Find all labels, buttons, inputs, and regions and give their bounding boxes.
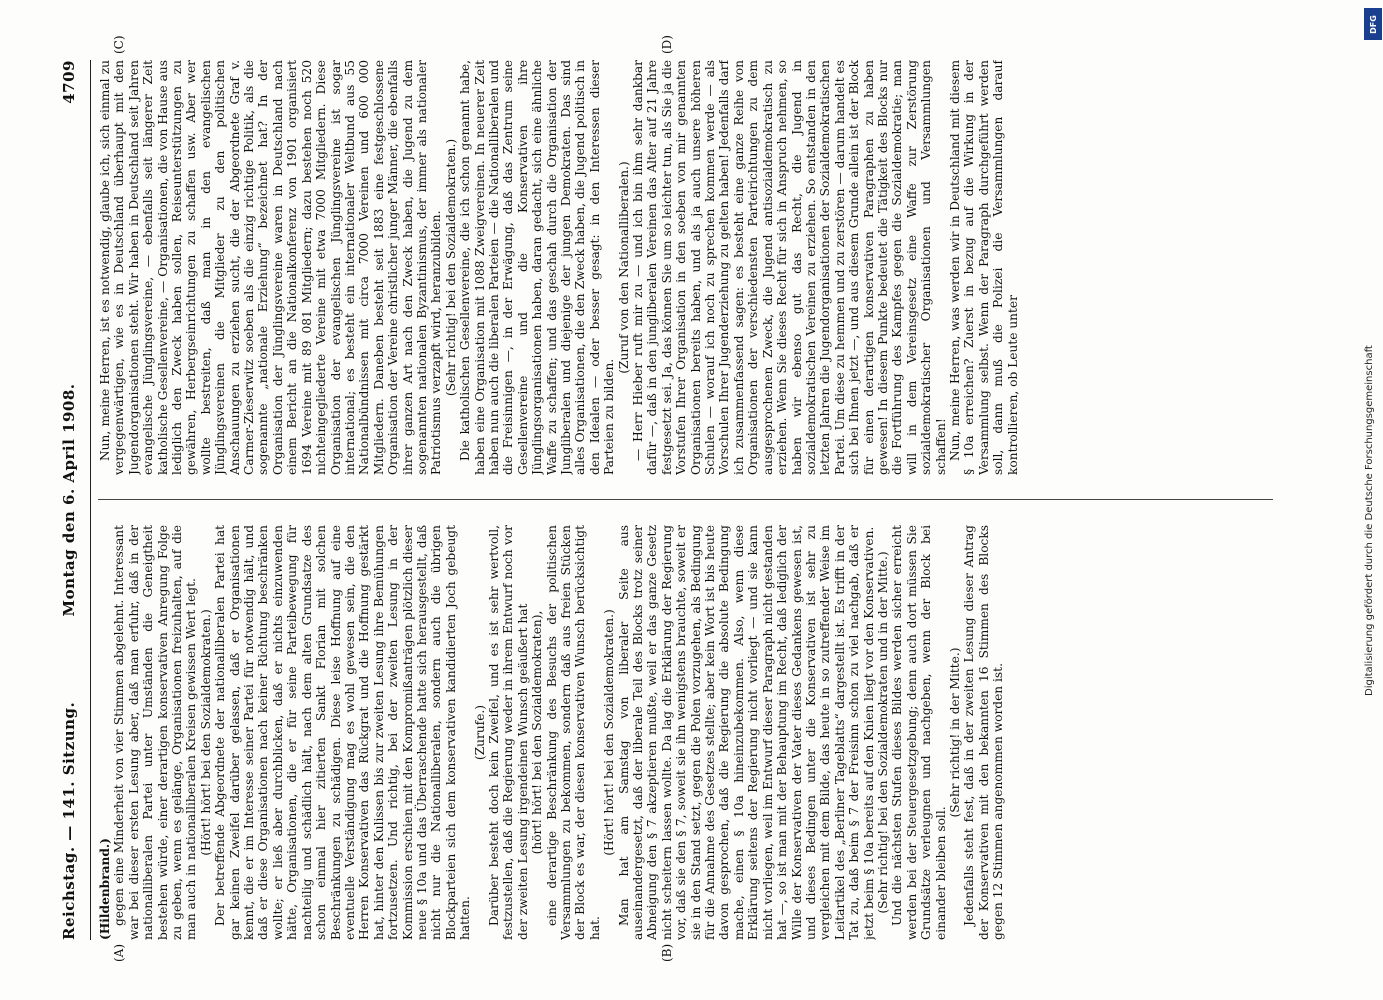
- interjection: (Zurufe.): [472, 704, 487, 761]
- paragraph: Jedenfalls steht fest, daß in der zweiten Lesung dieser Antrag der Konservativen mit den bekannten 16 Stimmen des Blocks gegen 12 Stimmen angenommen worden ist.: [962, 525, 1006, 940]
- column-divider: [98, 499, 1273, 500]
- interjection: (Sehr richtig! in der Mitte.): [947, 647, 962, 818]
- right-column: [98, 60, 1273, 475]
- paragraph: gegen eine Minderheit von vier Stimmen abgelehnt. Interessant war bei dieser ersten Lesung aber, daß man erfuhr, daß in der nationalliberalen Partei unter Umständen die Geneigtheit bestehen würde, einer derartigen konservativen Anregung Folge zu geben, wenn es gelänge, Organisationen freizuhalten, auf die man auch in nationalliberalen Kreisen gewissen Wert legt.: [112, 525, 199, 940]
- interjection: (Sehr richtig! bei den Sozialdemokraten.): [443, 138, 458, 397]
- interjection: (Hört! hört! bei den Sozialdemokraten.): [602, 609, 617, 856]
- page-number: 4709: [60, 60, 78, 104]
- dfg-logo: [1364, 8, 1382, 40]
- paragraph: Nun, meine Herren, ist es notwendig, glaube ich, sich einmal zu vergegenwärtigen, wie es in Deutschland überhaupt mit den Jugendorganisationen steht. Wir haben in Deutschland seit Jahren evangelische Jünglingsvereine, — ebenfalls seit längerer Zeit katholische Gesellenvereine, — Organisationen, die von Hause aus lediglich den Zweck haben sollen, Reiseunterstützungen zu gewähren, Herbergseinrichtungen zu schaffen usw. Aber wer wollte bestreiten, daß man in den evangelischen Jünglingsvereinen die Mitglieder zu den politischen Anschauungen zu erziehen sucht, die der Abgeordnete Graf v. Carmer-Zieserwitz soeben als die einzig richtige Politik, als die sogenannte „nationale Erziehung“ bezeichnet hat? In der Organisation der Jünglingsvereine waren in Deutschland nach einem Bericht an die Nationalkonferenz von 1901 organisiert 1694 Vereine mit 89 081 Mitgliedern; dazu bestehen noch 520 nichteingegliederte Vereine mit etwa 7000 Mitgliedern. Diese Organisation der evangelischen Jünglingsvereine ist sogar international; es besteht ein internationaler Weltbund aus 55 Nationalbündnissen mit circa 7000 Vereinen und 600 000 Mitgliedern. Daneben besteht seit 1883 eine festgeschlossene Organisation der Vereine christlicher junger Männer, die ebenfalls ihrer ganzen Art nach den Zweck haben, die Jugend zu dem sogenannten nationalen Byzantinismus, der immer als nationaler Patriotismus verzapft wird, heranzubilden.: [98, 60, 444, 475]
- interjection: (hört! hört! bei den Sozialdemokraten),: [530, 610, 545, 855]
- interjection: (Zuruf von den Nationalliberalen.): [616, 161, 631, 374]
- header-date: Montag den 6. April 1908.: [60, 383, 78, 617]
- paragraph: Man hat am Samstag von liberaler Seite aus auseinandergesetzt, daß der liberale Teil des Blocks trotz seiner Abneigung den § 7 akzeptieren mußte, weil er das ganze Gesetz nicht scheitern lassen wollte. Da lag die Erklärung der Regierung vor, daß sie den § 7, soweit sie ihn wenigstens brauchte, soweit er sie in den Stand setzt, gegen die Polen vorzugehen, als Bedingung für die Annahme des Gesetzes stellte; aber kein Wort ist bis heute davon gesprochen, daß die Regierung die absolute Bedingung mache, einen § 10a hineinzubekommen. Also, wenn diese Erklärung seitens der Regierung nicht vorliegt — und sie kann nicht vorliegen, weil im Entwurf dieser Paragraph nicht gestanden hat —, so ist man mit der Behauptung im Recht, daß lediglich der Wille der Konservativen der Vater dieses Gedankens gewesen ist, und dieses Bedingen unter die Konservativen ist sehr zu vergleichen mit dem Bilde, das heute in so zutreffender Weise im Leitartikel des „Berliner Tageblatts“ dargestellt ist. Es trifft in der Tat zu, daß beim § 7 der Freisinn schon zu viel nachgab, daß er jetzt beim § 10a bereits auf den Knien liegt vor den Konservativen.: [616, 525, 876, 940]
- interjection: (Hört! hört! bei den Sozialdemokraten.): [198, 609, 213, 856]
- margin-marker-b: (B): [660, 943, 674, 962]
- margin-marker-a: (A): [112, 943, 126, 962]
- paragraph: Nun, meine Herren, was werden wir in Deutschland mit diesem § 10a erreichen? Zuerst in bezug auf die Wirkung in der Versammlung selbst. Wenn der Paragraph durchgeführt werden soll, dann muß die Polizei die Versammlungen darauf kontrollieren, ob Leute unter: [947, 60, 1020, 475]
- paragraph: Der betreffende Abgeordnete der nationalliberalen Partei hat gar keinen Zweifel darüber gelassen, daß er Organisationen kennt, die er im Interesse seiner Partei für notwendig hält, und daß er diese Organisationen nach keiner Richtung beschränken wollte; er ließ aber durchblicken, daß er nichts einzuwenden hätte, Organisationen, die er für seine Parteibewegung für nachteilig und schädlich hält, nach dem alten Grundsatze des schon einmal hier zitierten Sankt Florian mit solchen Beschränkungen zu schädigen. Diese leise Hoffnung auf eine eventuelle Verständigung mag es wohl gewesen sein, die den Herren Konservativen das Rückgrat und die Hoffnung gestärkt hat, hinter den Kulissen bis zur zweiten Lesung ihre Bemühungen fortzusetzen. Und richtig, bei der zweiten Lesung in der Kommission erschien mit den Kompromißanträgen plötzlich dieser neue § 10a und das Überraschende hatte sich herausgestellt, daß nicht nur die Nationalliberalen, sondern auch die übrigen Blockparteien sich dem konservativen kandidierten Joch gebeugt hatten.: [213, 525, 473, 940]
- interjection: (Sehr richtig! bei den Sozialdemokraten und in der Mitte.): [875, 551, 890, 914]
- left-column: [98, 525, 1273, 940]
- margin-marker-d: (D): [660, 35, 674, 54]
- paragraph: eine derartige Beschränkung des Besuchs der politischen Versammlungen zu bekommen, sondern daß aus freien Stücken der Block es war, der diesen konservativen Wunsch berücksichtigt hat.: [544, 525, 602, 940]
- digitization-text: Digitalisierung gefördert durch die Deutsche Forschungsgemeinschaft: [1364, 345, 1375, 696]
- dfg-logo-text: DFG: [1368, 14, 1378, 34]
- header-rule: [90, 60, 91, 940]
- paragraph: Die katholischen Gesellenvereine, die ich schon genannt habe, haben eine Organisation mit 1088 Zweigvereinen. In neuerer Zeit haben nun auch die liberalen Parteien — die Nationalliberalen und die Freisinnigen —, in der Erwägung, daß das Zentrum seine Gesellenvereine und die Konservativen ihre Jünglingsorganisationen haben, daran gedacht, sich eine ähnliche Waffe zu schaffen; und das geschah durch die Organisation der Jungliberalen und diejenige der jungen Demokraten. Das sind alles Organisationen, die den Zweck haben, die Jugend politisch in den Idealen — oder besser gesagt: in den Interessen dieser Parteien zu bilden.: [458, 60, 617, 475]
- header-title: Reichstag. — 141. Sitzung.: [60, 701, 78, 940]
- margin-marker-c: (C): [112, 35, 126, 54]
- paragraph: — Herr Hieber ruft mir zu — und ich bin ihm sehr dankbar dafür —, daß in den jungliberalen Vereinen das Alter auf 21 Jahre festgesetzt sei. Ja, das können Sie um so leichter tun, als Sie ja die Vorstufen Ihrer Organisation in den soeben von mir genannten Organisationen bereits haben, und als ja auch unsere höheren Schulen — worauf ich noch zu sprechen kommen werde — als Vorschulen Ihrer Jugenderziehung zu gelten haben! Jedenfalls darf ich zusammenfassend sagen: es besteht eine ganze Reihe von Organisationen der verschiedensten Parteirichtungen zu dem ausgesprochenen Zweck, die Jugend antisozialdemokratisch zu erziehen. Wenn Sie dieses Recht für sich in Anspruch nehmen, so haben wir ebenso gut das Recht, die Jugend in sozialdemokratischen Vereinen zu erziehen. So entstanden in den letzten Jahren die Jugendorganisationen der Sozialdemokratischen Partei. Um diese zu hemmen und zu zerstören — darum handelt es sich bei Ihnen jetzt —, und aus diesem Grunde allein ist der Block für einen derartigen konservativen Paragraphen zu haben gewesen! In diesem Punkte bedeutet die Tätigkeit des Blocks nur die Fortführung des Kampfes gegen die Sozialdemokratie; man will in dem Vereinsgesetz eine Waffe zur Zerstörung sozialdemokratischer Organisationen und Versammlungen schaffen!: [631, 60, 948, 475]
- paragraph: Und die nächsten Stufen dieses Bildes werden sicher erreicht werden bei der Steuergesetzgebung; denn auch dort müssen Sie Grundsätze verleugnen und nachgeben, wenn der Block bei einander bleiben soll.: [890, 525, 948, 940]
- paragraph: Darüber besteht doch kein Zweifel, und es ist sehr wertvoll, festzustellen, daß die Regierung weder in ihrem Entwurf noch vor der zweiten Lesung irgendeinen Wunsch geäußert hat: [486, 525, 530, 940]
- digitization-note: [1364, 8, 1382, 998]
- speaker-name: (Hildenbrand.): [98, 838, 112, 940]
- page-header: [60, 60, 86, 940]
